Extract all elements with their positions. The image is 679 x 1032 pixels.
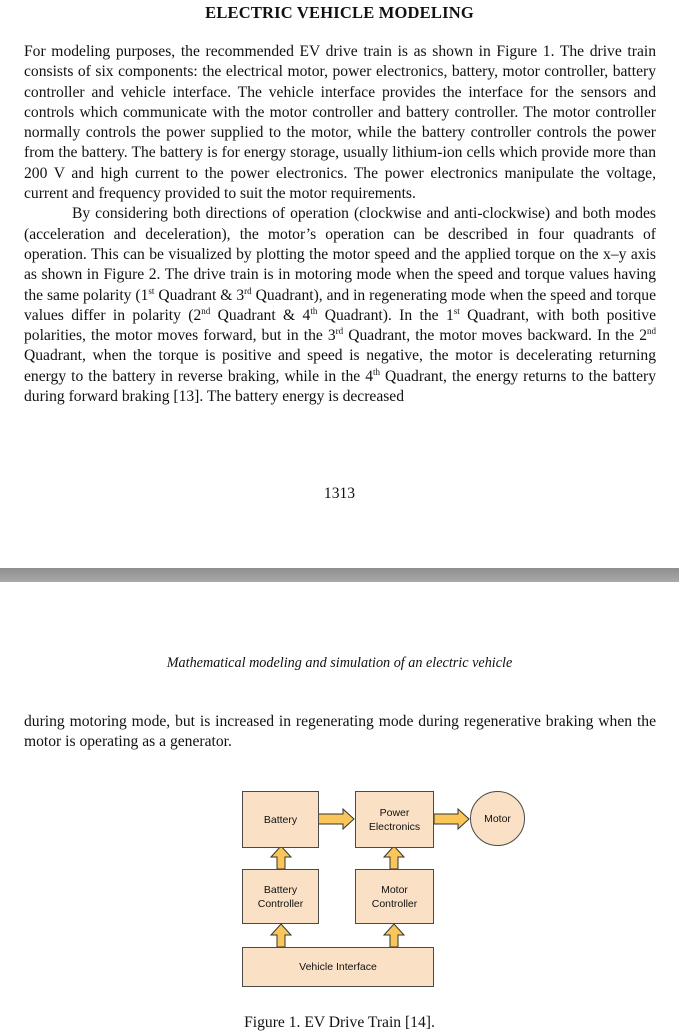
arrow-battery-controller-to-battery [271, 846, 291, 869]
battery-controller-block [242, 869, 319, 924]
power-electronics-label: Power Electronics [368, 806, 421, 833]
battery-label: Battery [263, 813, 298, 826]
motor-controller-label: Motor Controller [371, 883, 418, 910]
figure-caption: Figure 1. EV Drive Train [14]. [244, 1014, 435, 1031]
arrow-battery-to-power-electronics [318, 809, 354, 829]
section-title: ELECTRIC VEHICLE MODELING [205, 3, 474, 22]
page-number: 1313 [323, 485, 356, 502]
arrow-motor-controller-to-power-electronics [384, 846, 404, 869]
battery-controller-label: Battery Controller [257, 883, 304, 910]
running-header: Mathematical modeling and simulation of an electric vehicle [166, 655, 513, 671]
arrow-vehicle-interface-to-battery-controller [271, 924, 291, 947]
paragraph-quadrants: By considering both directions of operation (clockwise and anti-clockwise) and both modes (acceleration and deceleration), the motor’s operation can be described in four quadrants of operation. This can be visualized by plotting the motor speed and the applied torque on the x–y axis as shown in Figure 2. The drive train is in motoring mode when the speed and torque values having the same polarity (1st Quadrant & 3rd Quadrant), and in regenerating mode when the speed and torque values differ in polarity (2nd Quadrant & 4th Quadrant). In the 1st Quadrant, with both positive polarities, the motor moves forward, but in the 3rd Quadrant, the motor moves backward. In the 2nd Quadrant, when the torque is positive and speed is negative, the motor is decelerating returning energy to the battery in reverse braking, while in the 4th Quadrant, the energy returns to the battery during forward braking [13]. The battery energy is decreased [24, 205, 656, 406]
motor-controller-block [355, 869, 434, 924]
paragraph-drive-train: For modeling purposes, the recommended EV drive train is as shown in Figure 1. The drive train consists of six components: the electrical motor, power electronics, battery, motor controller, battery controller and vehicle interface. The vehicle interface provides the interface for the sensors and controls which communicate with the motor controller and battery controller. The motor controller normally controls the power supplied to the motor, while the battery controller controls the power from the battery. The battery is for energy storage, usually lithium-ion cells which provide more than 200 V and high current to the power electronics. The power electronics manipulate the voltage, current and frequency provided to suit the motor requirements. [24, 43, 656, 203]
arrow-power-electronics-to-motor [434, 809, 469, 829]
arrow-vehicle-interface-to-motor-controller [384, 924, 404, 947]
power-electronics-block [355, 791, 434, 848]
paragraph-regenerative: during motoring mode, but is increased in regenerating mode during regenerative braking when the motor is operating as a generator. [24, 713, 656, 751]
battery-block [242, 791, 319, 848]
vehicle-interface-block [242, 947, 434, 987]
vehicle-interface-label: Vehicle Interface [299, 961, 377, 973]
motor-block [470, 791, 525, 846]
motor-label: Motor [484, 812, 511, 825]
